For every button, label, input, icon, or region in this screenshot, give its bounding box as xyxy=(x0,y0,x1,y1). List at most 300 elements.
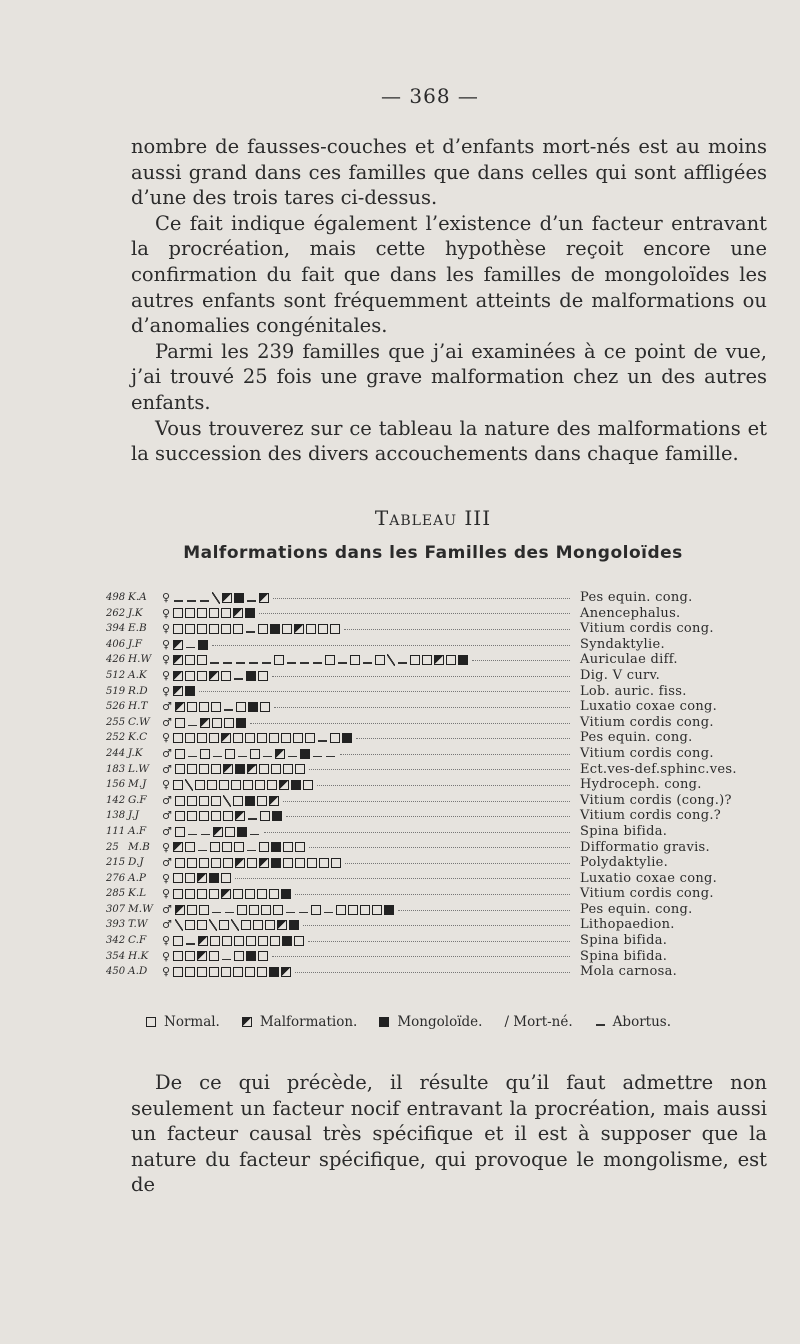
family-row xyxy=(106,762,796,778)
mongoloide-square-icon xyxy=(342,733,352,743)
normal-square-icon xyxy=(375,655,385,665)
birth-sequence xyxy=(162,933,574,949)
normal-square-icon xyxy=(185,733,195,743)
family-row xyxy=(106,637,796,653)
family-initials: A.P xyxy=(128,871,146,884)
abortus-dash-icon xyxy=(247,600,256,602)
normal-square-icon xyxy=(211,796,221,806)
legend-normal xyxy=(146,1014,220,1030)
family-number: 342 xyxy=(106,935,126,947)
dotted-leader xyxy=(295,893,570,895)
birth-sequence xyxy=(162,824,574,840)
abortus-dash-icon xyxy=(186,647,195,649)
mort-ne-slash-icon xyxy=(223,795,231,807)
conclusion-text xyxy=(131,1070,767,1198)
normal-square-icon xyxy=(283,842,293,852)
birth-sequence xyxy=(162,668,574,684)
mongoloide-square-icon xyxy=(384,905,394,915)
normal-square-icon xyxy=(260,702,270,712)
legend-label: Mongoloïde. xyxy=(397,1014,483,1030)
malformation-square-icon xyxy=(175,905,185,915)
sex-symbol: ♀ xyxy=(162,731,171,745)
normal-square-icon xyxy=(223,811,233,821)
normal-square-icon xyxy=(255,780,265,790)
diagnosis: Vitium cordis cong.? xyxy=(580,808,722,824)
mongoloide-square-icon xyxy=(272,811,282,821)
normal-square-icon xyxy=(209,624,219,634)
normal-square-icon xyxy=(173,967,183,977)
normal-square-icon xyxy=(173,733,183,743)
normal-square-icon xyxy=(306,624,316,634)
abortus-dash-icon xyxy=(200,600,209,602)
normal-square-icon xyxy=(234,951,244,961)
normal-square-icon xyxy=(187,702,197,712)
dotted-leader xyxy=(309,846,570,848)
diagnosis: Pes equin. cong. xyxy=(580,901,693,917)
abortus-dash-icon xyxy=(300,662,309,664)
family-initials: A.F xyxy=(128,824,147,837)
normal-square-icon xyxy=(224,718,234,728)
legend-malformation xyxy=(242,1014,357,1030)
sex-symbol: ♀ xyxy=(162,778,171,792)
normal-square-icon xyxy=(446,655,456,665)
mongoloide-square-icon xyxy=(289,920,299,930)
dotted-leader xyxy=(199,690,570,692)
paragraph: De ce qui précède, il résulte qu’il faut admettre non seulement un facteur nocif entravant la procréation, mais aussi un facteur causal très spécifique et il est à supposer que la nature du facteur spécifique, qui provoque le mongolisme, est de xyxy=(131,1071,767,1197)
family-initials: D.J xyxy=(128,856,144,869)
normal-square-icon xyxy=(360,905,370,915)
abortus-dash-icon xyxy=(222,959,231,961)
family-initials: T.W xyxy=(128,918,148,931)
malformation-square-icon xyxy=(173,842,183,852)
normal-square-icon xyxy=(173,780,183,790)
normal-square-icon xyxy=(219,780,229,790)
normal-square-icon xyxy=(209,951,219,961)
normal-square-icon xyxy=(185,889,195,899)
normal-square-icon xyxy=(185,967,195,977)
normal-square-icon xyxy=(295,764,305,774)
normal-square-icon xyxy=(209,733,219,743)
mongoloide-square-icon xyxy=(237,827,247,837)
malformation-square-icon xyxy=(175,702,185,712)
family-number: 25 xyxy=(106,841,119,853)
normal-square-icon xyxy=(258,671,268,681)
malformation-square-icon xyxy=(200,718,210,728)
diagnosis: Ect.ves-def.sphinc.ves. xyxy=(580,761,737,777)
family-row xyxy=(106,886,796,902)
birth-sequence xyxy=(162,606,574,622)
birth-sequence xyxy=(162,808,574,824)
normal-square-icon xyxy=(209,889,219,899)
normal-square-icon xyxy=(197,655,207,665)
malformation-square-icon xyxy=(173,671,183,681)
diagnosis: Vitium cordis cong. xyxy=(580,621,714,637)
malformation-square-icon xyxy=(259,858,269,868)
normal-square-icon xyxy=(259,764,269,774)
birth-sequence xyxy=(162,762,574,778)
normal-square-icon xyxy=(348,905,358,915)
normal-square-icon xyxy=(293,733,303,743)
malformation-square-icon xyxy=(221,733,231,743)
abortus-dash-icon xyxy=(188,756,197,758)
family-row xyxy=(106,730,796,746)
family-row xyxy=(106,902,796,918)
normal-square-icon xyxy=(175,827,185,837)
normal-square-icon xyxy=(330,624,340,634)
normal-square-icon xyxy=(283,858,293,868)
normal-square-icon xyxy=(175,718,185,728)
normal-square-icon xyxy=(197,608,207,618)
mongoloide-square-icon xyxy=(269,967,279,977)
normal-square-icon xyxy=(225,827,235,837)
abortus-dash-icon xyxy=(363,662,372,664)
family-initials: H.T xyxy=(128,700,148,713)
normal-square-icon xyxy=(175,796,185,806)
normal-square-icon xyxy=(231,780,241,790)
normal-square-icon xyxy=(173,936,183,946)
normal-square-icon xyxy=(221,608,231,618)
birth-sequence xyxy=(162,590,574,606)
birth-sequence xyxy=(162,855,574,871)
abortus-dash-icon xyxy=(288,756,297,758)
family-number: 215 xyxy=(106,857,126,869)
malformation-square-icon xyxy=(223,764,233,774)
normal-square-icon xyxy=(253,920,263,930)
abortus-dash-icon xyxy=(287,662,296,664)
family-initials: K.C xyxy=(128,731,148,744)
birth-sequence xyxy=(162,793,574,809)
normal-square-icon xyxy=(210,936,220,946)
family-number: 111 xyxy=(106,825,126,837)
abortus-dash-icon xyxy=(210,662,219,664)
family-row xyxy=(106,917,796,933)
normal-square-icon xyxy=(233,889,243,899)
diagnosis: Spina bifida. xyxy=(580,823,668,839)
normal-square-icon xyxy=(241,920,251,930)
sex-symbol: ♂ xyxy=(162,793,172,807)
diagnosis: Polydaktylie. xyxy=(580,855,669,871)
diagnosis: Pes equin. cong. xyxy=(580,590,693,605)
malformation-square-icon xyxy=(197,873,207,883)
malformation-square-icon xyxy=(259,593,269,603)
family-initials: A.K xyxy=(128,668,147,681)
abortus-dash-icon xyxy=(324,912,333,914)
sex-symbol: ♀ xyxy=(162,965,171,979)
diagnosis: Spina bifida. xyxy=(580,933,668,949)
mongoloide-square-icon xyxy=(291,780,301,790)
sex-symbol: ♀ xyxy=(162,684,171,698)
dotted-leader xyxy=(345,862,570,864)
normal-square-icon xyxy=(211,811,221,821)
paragraph: Vous trouverez sur ce tableau la nature des malformations et la succession des divers accouchements dans chaque famille. xyxy=(131,416,767,466)
normal-square-icon xyxy=(318,624,328,634)
sex-symbol: ♀ xyxy=(162,934,171,948)
normal-square-icon xyxy=(197,671,207,681)
normal-square-icon xyxy=(246,936,256,946)
abortus-dash-icon xyxy=(236,662,245,664)
normal-square-icon xyxy=(175,749,185,759)
normal-square-icon xyxy=(269,733,279,743)
family-initials: K.L xyxy=(128,887,147,900)
normal-square-icon xyxy=(197,920,207,930)
family-row xyxy=(106,855,796,871)
birth-sequence xyxy=(162,840,574,856)
normal-square-icon xyxy=(187,858,197,868)
family-row xyxy=(106,715,796,731)
family-row xyxy=(106,621,796,637)
normal-square-icon xyxy=(257,733,267,743)
diagnosis: Pes equin. cong. xyxy=(580,730,693,746)
family-row xyxy=(106,793,796,809)
abortus-dash-icon xyxy=(299,912,308,914)
legend-mort-ne xyxy=(504,1014,572,1030)
normal-square-icon xyxy=(199,858,209,868)
normal-square-icon xyxy=(222,936,232,946)
abortus-dash-icon xyxy=(313,662,322,664)
normal-square-icon xyxy=(175,764,185,774)
birth-sequence xyxy=(162,699,574,715)
normal-square-icon xyxy=(199,702,209,712)
mort-ne-slash-icon xyxy=(387,654,395,666)
abortus-dash-icon xyxy=(213,756,222,758)
malformation-square-icon xyxy=(173,686,183,696)
normal-square-icon xyxy=(258,936,268,946)
dotted-leader xyxy=(250,722,570,724)
sex-symbol: ♀ xyxy=(162,887,171,901)
family-number: 526 xyxy=(106,701,126,713)
normal-square-icon xyxy=(410,655,420,665)
malformation-square-icon xyxy=(269,796,279,806)
normal-square-icon xyxy=(199,811,209,821)
dotted-leader xyxy=(274,706,570,708)
normal-square-icon xyxy=(222,842,232,852)
mongoloide-square-icon xyxy=(246,671,256,681)
table-title: Tableau III xyxy=(374,506,492,530)
normal-square-icon xyxy=(258,624,268,634)
abortus-dash-icon xyxy=(212,912,221,914)
family-number: 512 xyxy=(106,669,126,681)
malformation-square-icon xyxy=(235,811,245,821)
abortus-dash-icon xyxy=(313,756,322,758)
normal-square-icon xyxy=(187,764,197,774)
normal-square-icon xyxy=(245,889,255,899)
normal-square-icon xyxy=(261,905,271,915)
paragraph: nombre de fausses-couches et d’enfants mort-nés est au moins aussi grand dans ces familles que dans celles qui sont affligées d’une des trois tares ci-dessus. xyxy=(131,135,767,210)
normal-square-icon xyxy=(271,764,281,774)
normal-square-icon xyxy=(259,842,269,852)
malformation-square-icon xyxy=(247,764,257,774)
family-initials: M.J xyxy=(128,778,147,791)
family-row xyxy=(106,840,796,856)
family-number: 393 xyxy=(106,919,126,931)
family-number: 307 xyxy=(106,903,126,915)
normal-square-icon xyxy=(207,780,217,790)
abortus-dash-icon xyxy=(223,662,232,664)
family-initials: J.J xyxy=(128,809,139,822)
birth-sequence xyxy=(162,621,574,637)
abortus-dash-icon xyxy=(201,834,210,836)
birth-sequence xyxy=(162,746,574,762)
malformation-square-icon xyxy=(242,1017,252,1027)
family-number: 183 xyxy=(106,763,126,775)
diagnosis: Auriculae diff. xyxy=(580,652,678,668)
family-row xyxy=(106,949,796,965)
family-number: 450 xyxy=(106,966,126,978)
normal-square-icon xyxy=(233,967,243,977)
normal-square-icon xyxy=(330,733,340,743)
malformation-square-icon xyxy=(198,936,208,946)
family-number: 244 xyxy=(106,747,126,759)
dotted-leader xyxy=(283,800,570,802)
birth-sequence xyxy=(162,886,574,902)
sex-symbol: ♀ xyxy=(162,871,171,885)
table-subtitle: Malformations dans les Familles des Mongoloïdes xyxy=(183,543,683,563)
dotted-leader xyxy=(295,971,570,973)
normal-square-icon xyxy=(185,920,195,930)
normal-square-icon xyxy=(221,967,231,977)
diagnosis: Luxatio coxae cong. xyxy=(580,699,718,715)
diagnosis: Difformatio gravis. xyxy=(580,839,710,855)
normal-square-icon xyxy=(257,967,267,977)
normal-square-icon xyxy=(185,873,195,883)
normal-square-icon xyxy=(260,811,270,821)
birth-sequence xyxy=(162,637,574,653)
normal-square-icon xyxy=(233,796,243,806)
normal-square-icon xyxy=(281,733,291,743)
abortus-dash-icon xyxy=(398,662,407,664)
mongoloide-square-icon xyxy=(270,624,280,634)
normal-square-icon xyxy=(221,671,231,681)
normal-square-icon xyxy=(211,702,221,712)
malformation-square-icon xyxy=(221,889,231,899)
normal-square-icon xyxy=(319,858,329,868)
sex-symbol: ♂ xyxy=(162,918,172,932)
family-initials: M.B xyxy=(128,840,150,853)
family-row xyxy=(106,652,796,668)
mort-ne-slash-icon xyxy=(185,779,193,791)
normal-square-icon xyxy=(175,811,185,821)
sex-symbol: ♂ xyxy=(162,902,172,916)
mort-ne-slash-icon xyxy=(175,919,183,931)
page-number: — 368 — xyxy=(381,84,479,108)
normal-square-icon xyxy=(199,796,209,806)
normal-square-icon xyxy=(219,920,229,930)
mongoloide-square-icon xyxy=(235,764,245,774)
mongoloide-square-icon xyxy=(300,749,310,759)
abortus-dash-icon xyxy=(250,834,259,836)
normal-square-icon xyxy=(173,951,183,961)
dotted-leader xyxy=(398,909,570,911)
birth-sequence xyxy=(162,684,574,700)
normal-square-icon xyxy=(245,733,255,743)
normal-square-icon xyxy=(305,733,315,743)
family-number: 156 xyxy=(106,779,126,791)
family-number: 394 xyxy=(106,623,126,635)
mongoloide-square-icon xyxy=(379,1017,389,1027)
normal-square-icon xyxy=(311,905,321,915)
normal-square-icon xyxy=(237,905,247,915)
normal-square-icon xyxy=(185,842,195,852)
intro-text xyxy=(131,134,767,467)
dotted-leader xyxy=(309,768,570,770)
family-number: 406 xyxy=(106,638,126,650)
abortus-dash-icon xyxy=(198,850,207,852)
abortus-dash-icon xyxy=(188,834,197,836)
diagnosis: Lithopaedion. xyxy=(580,917,675,933)
family-initials: J.K xyxy=(128,746,143,759)
normal-square-icon xyxy=(325,655,335,665)
diagnosis: Luxatio coxae cong. xyxy=(580,870,718,886)
normal-square-icon xyxy=(336,905,346,915)
mongoloide-square-icon xyxy=(245,608,255,618)
sex-symbol: ♀ xyxy=(162,637,171,651)
abortus-dash-icon xyxy=(234,678,243,680)
normal-square-icon xyxy=(258,951,268,961)
dotted-leader xyxy=(259,612,570,614)
normal-square-icon xyxy=(270,936,280,946)
normal-square-icon xyxy=(175,858,185,868)
abortus-dash-icon xyxy=(225,912,234,914)
legend-abortus xyxy=(595,1014,671,1030)
sex-symbol: ♀ xyxy=(162,668,171,682)
mongoloide-square-icon xyxy=(271,858,281,868)
dotted-leader xyxy=(344,628,570,630)
dash-icon xyxy=(596,1024,605,1026)
sex-symbol: ♂ xyxy=(162,746,172,760)
family-initials: C.F xyxy=(128,934,147,947)
sex-symbol: ♂ xyxy=(162,856,172,870)
family-initials: L.W xyxy=(128,762,150,775)
mongoloide-square-icon xyxy=(236,718,246,728)
legend-label: / Mort-né. xyxy=(504,1014,573,1030)
normal-square-icon xyxy=(225,749,235,759)
normal-square-icon xyxy=(265,920,275,930)
mongoloide-square-icon xyxy=(185,686,195,696)
sex-symbol: ♀ xyxy=(162,949,171,963)
family-row xyxy=(106,590,796,606)
normal-square-icon xyxy=(197,889,207,899)
sex-symbol: ♂ xyxy=(162,809,172,823)
dotted-leader xyxy=(212,644,570,646)
normal-square-icon xyxy=(233,624,243,634)
mongoloide-square-icon xyxy=(209,873,219,883)
family-row xyxy=(106,684,796,700)
family-row xyxy=(106,964,796,980)
malformation-square-icon xyxy=(281,967,291,977)
family-initials: C.W xyxy=(128,715,150,728)
family-initials: M.W xyxy=(128,902,153,915)
abortus-dash-icon xyxy=(262,662,271,664)
normal-square-icon xyxy=(200,749,210,759)
normal-square-icon xyxy=(146,1017,156,1027)
family-row xyxy=(106,933,796,949)
dotted-leader xyxy=(317,784,570,786)
malformation-square-icon xyxy=(279,780,289,790)
normal-square-icon xyxy=(197,967,207,977)
family-initials: E.B xyxy=(128,622,147,635)
malformation-square-icon xyxy=(173,655,183,665)
family-row xyxy=(106,808,796,824)
family-initials: A.D xyxy=(128,965,148,978)
normal-square-icon xyxy=(173,624,183,634)
normal-square-icon xyxy=(173,889,183,899)
mongoloide-square-icon xyxy=(246,951,256,961)
family-initials: R.D xyxy=(128,684,148,697)
abortus-dash-icon xyxy=(286,912,295,914)
family-initials: H.K xyxy=(128,949,149,962)
normal-square-icon xyxy=(303,780,313,790)
family-initials: H.W xyxy=(128,653,152,666)
